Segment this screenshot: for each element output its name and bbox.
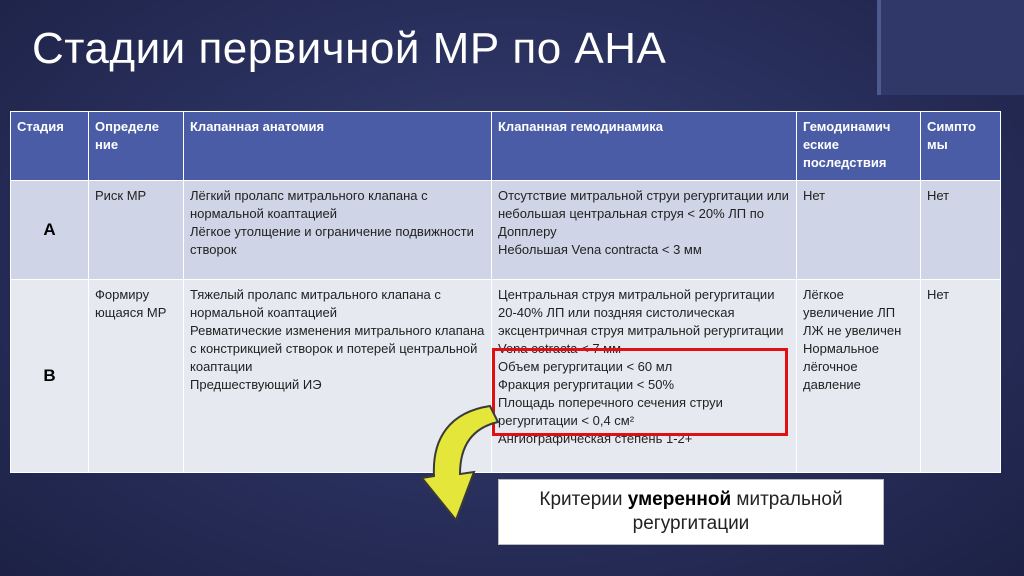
consequences-line: Нормальное лёгочное давление [803,341,880,392]
anatomy-cell [184,181,492,280]
anatomy-line: Лёгкое утолщение и ограничение подвижности створок [190,224,474,257]
symptoms-cell [921,181,1001,280]
definition-cell [89,181,184,280]
anatomy-line: Тяжелый пролапс митрального клапана с нормальной коаптацией [190,287,441,320]
anatomy-line: Предшествующий ИЭ [190,377,322,392]
table-row-stage-a [11,181,1001,280]
stage-cell: A [11,181,89,280]
stage-cell: B [11,280,89,473]
header-anatomy: Клапанная анатомия [184,112,492,181]
hemodynamics-cell [492,181,797,280]
header-consequences: Гемодинамич еские последствия [797,112,921,181]
header-definition: Определе ние [89,112,184,181]
callout-prefix: Критерии [539,489,628,510]
anatomy-line: Ревматические изменения митрального клапана с констрикцией створок и потерей центральной коаптации [190,323,485,374]
table-header-row [11,112,1001,181]
consequences-line: ЛЖ не увеличен [803,323,902,338]
header-hemodynamics: Клапанная гемодинамика [492,112,797,181]
hemodynamics-line: Центральная струя митральной регургитации 20-40% ЛП или поздняя систолическая эксцентричная струя митральной регургитации [498,287,784,338]
definition-line: Риск МР [95,188,147,203]
curved-arrow-icon [420,398,510,528]
header-symptoms: Симпто мы [921,112,1001,181]
hemodynamics-line: Vena cotracta < 7 мм [498,341,622,356]
anatomy-line: Лёгкий пролапс митрального клапана с нормальной коаптацией [190,188,428,221]
hemodynamics-line: Небольшая Vena contracta < 3 мм [498,242,702,257]
hemodynamics-line: Ангиографическая степень 1-2+ [498,431,693,446]
callout-suffix: митральной регургитации [632,489,843,534]
symptoms-line: Нет [927,287,950,302]
consequences-line: Нет [803,188,826,203]
callout-emphasis: умеренной [627,489,732,510]
moderate-criteria-highlight [492,348,788,436]
symptoms-line: Нет [927,188,950,203]
moderate-criteria-callout [498,479,884,545]
consequences-line: Лёгкое увеличение ЛП [803,287,896,320]
consequences-cell [797,280,921,473]
slide-title: Стадии первичной МР по АНА [32,24,667,73]
symptoms-cell [921,280,1001,473]
hemodynamics-line: Фракция регургитации < 50% [498,377,675,392]
accent-block [881,0,1024,95]
definition-cell [89,280,184,473]
hemodynamics-line: Отсутствие митральной струи регургитации или небольшая центральная струя < 20% ЛП по Допплеру [498,188,789,239]
hemodynamics-line: Объем регургитации < 60 мл [498,359,673,374]
consequences-cell [797,181,921,280]
definition-line: Формиру ющаяся МР [95,287,167,320]
hemodynamics-line: Площадь поперечного сечения струи регургитации < 0,4 см² [498,395,723,428]
header-stage: Стадия [11,112,89,181]
